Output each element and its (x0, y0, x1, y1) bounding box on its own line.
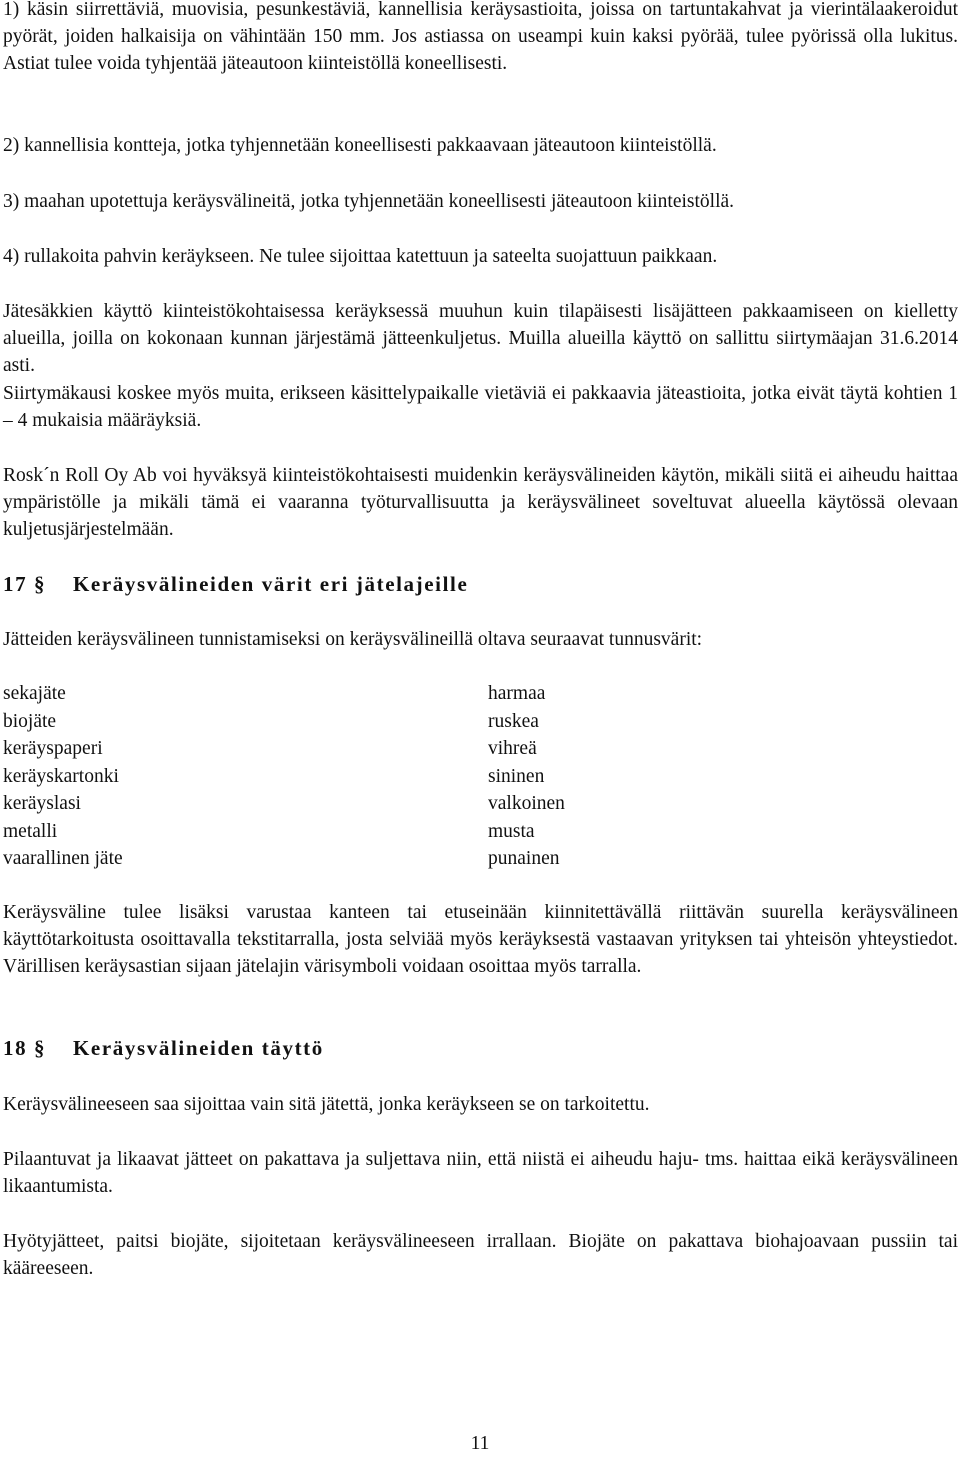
paragraph-transition-period: Siirtymäkausi koskee myös muita, erikseen käsittelypaikalle vietäviä ei pakkaavia jäteastioita, jotka eivät täytä kohtien 1 – 4 mukaisia määräyksiä. (3, 383, 958, 431)
waste-color: valkoinen (488, 793, 565, 814)
section-title: Keräysvälineiden värit eri jätelajeille (73, 572, 469, 596)
waste-color: vihreä (488, 738, 537, 759)
paragraph-approval: Rosk´n Roll Oy Ab voi hyväksyä kiinteistökohtaisesti muidenkin keräysvälineiden käytön, mikäli siitä ei aiheudu haittaa ympäristölle ja mikäli tämä ei vaaranna työturvallisuutta ja keräysvälineet soveltuvat alueella käytössä olevaan kuljetusjärjestelmään. (3, 465, 958, 540)
waste-color: sininen (488, 765, 545, 787)
paragraph-container-types-4: 4) rullakoita pahvin keräykseen. Ne tulee sijoittaa katettuun ja sateelta suojattuun paikkaan. (3, 246, 718, 267)
paragraph-container-types-1: 1) käsin siirrettäviä, muovisia, pesunkestäviä, kannellisia keräysastioita, joissa on tartuntakahvat ja vierintälaakeroidut pyörät, joiden halkaisija on vähintään 150 mm. Jos astiassa on useampi kuin kaksi pyörää, tulee pyörissä olla lukitus. Astiat tulee voida tyhjentää jäteautoon kiinteistöllä koneellisesti. (3, 0, 958, 74)
waste-type: biojäte (3, 710, 57, 732)
waste-type: keräyskartonki (3, 765, 119, 787)
list-item (3, 818, 703, 846)
paragraph-recyclables: Hyötyjätteet, paitsi biojäte, sijoitetaan keräysvälineeseen irrallaan. Biojäte on pakattava biohajoavaan pussiin tai kääreeseen. (3, 1231, 958, 1279)
list-item (3, 708, 703, 736)
section-heading-17 (3, 571, 468, 598)
list-item (3, 735, 703, 763)
paragraph-perishable-waste: Pilaantuvat ja likaavat jätteet on pakattava ja suljettava niin, että niistä ei aiheudu haju- tms. haittaa eikä keräysvälineen likaantumista. (3, 1149, 958, 1197)
section-number: 18 § (3, 1036, 47, 1060)
waste-color-list (3, 680, 703, 873)
waste-type: keräyslasi (3, 793, 81, 814)
waste-color: ruskea (488, 710, 539, 732)
waste-color: punainen (488, 848, 560, 869)
paragraph-filling-rule: Keräysvälineeseen saa sijoittaa vain sitä jätettä, jonka keräykseen se on tarkoitettu. (3, 1094, 650, 1115)
list-item (3, 790, 703, 818)
list-item (3, 680, 703, 708)
section-heading-18 (3, 1035, 324, 1062)
section-number: 17 § (3, 572, 47, 596)
paragraph-container-types-3: 3) maahan upotettuja keräysvälineitä, jotka tyhjennetään koneellisesti jäteautoon kiinteistöllä. (3, 191, 735, 212)
paragraph-color-intro: Jätteiden keräysvälineen tunnistamiseksi on keräysvälineillä oltava seuraavat tunnusvärit: (3, 629, 703, 650)
list-item (3, 845, 703, 873)
waste-type: vaarallinen jäte (3, 848, 123, 869)
waste-color: musta (488, 820, 535, 842)
list-item (3, 763, 703, 791)
waste-color: harmaa (488, 683, 546, 704)
section-title: Keräysvälineiden täyttö (73, 1036, 324, 1060)
waste-type: sekajäte (3, 683, 66, 704)
waste-type: metalli (3, 820, 58, 842)
paragraph-label-requirement: Keräysväline tulee lisäksi varustaa kanteen tai etuseinään kiinnitettävällä riittävän suurella keräysvälineen käyttötarkoitusta osoittavalla tekstitarralla, josta selviää myös keräyksestä vastaavan yrityksen tai yhteisön yhteystiedot. Värillisen keräysastian sijaan jätelajin värisymboli voidaan osoittaa myös tarralla. (3, 902, 958, 977)
paragraph-waste-sacks: Jätesäkkien käyttö kiinteistökohtaisessa keräyksessä muuhun kuin tilapäisesti lisäjätteen pakkaamiseen on kielletty alueilla, joilla on kokonaan kunnan järjestämä jätteenkuljetus. Muilla alueilla käyttö on sallittu siirtymäajan 31.6.2014 asti. (3, 301, 958, 376)
waste-type: keräyspaperi (3, 738, 103, 759)
paragraph-container-types-2: 2) kannellisia kontteja, jotka tyhjennetään koneellisesti pakkaavaan jäteautoon kiinteistöllä. (3, 135, 717, 156)
page-number: 11 (470, 1433, 490, 1454)
